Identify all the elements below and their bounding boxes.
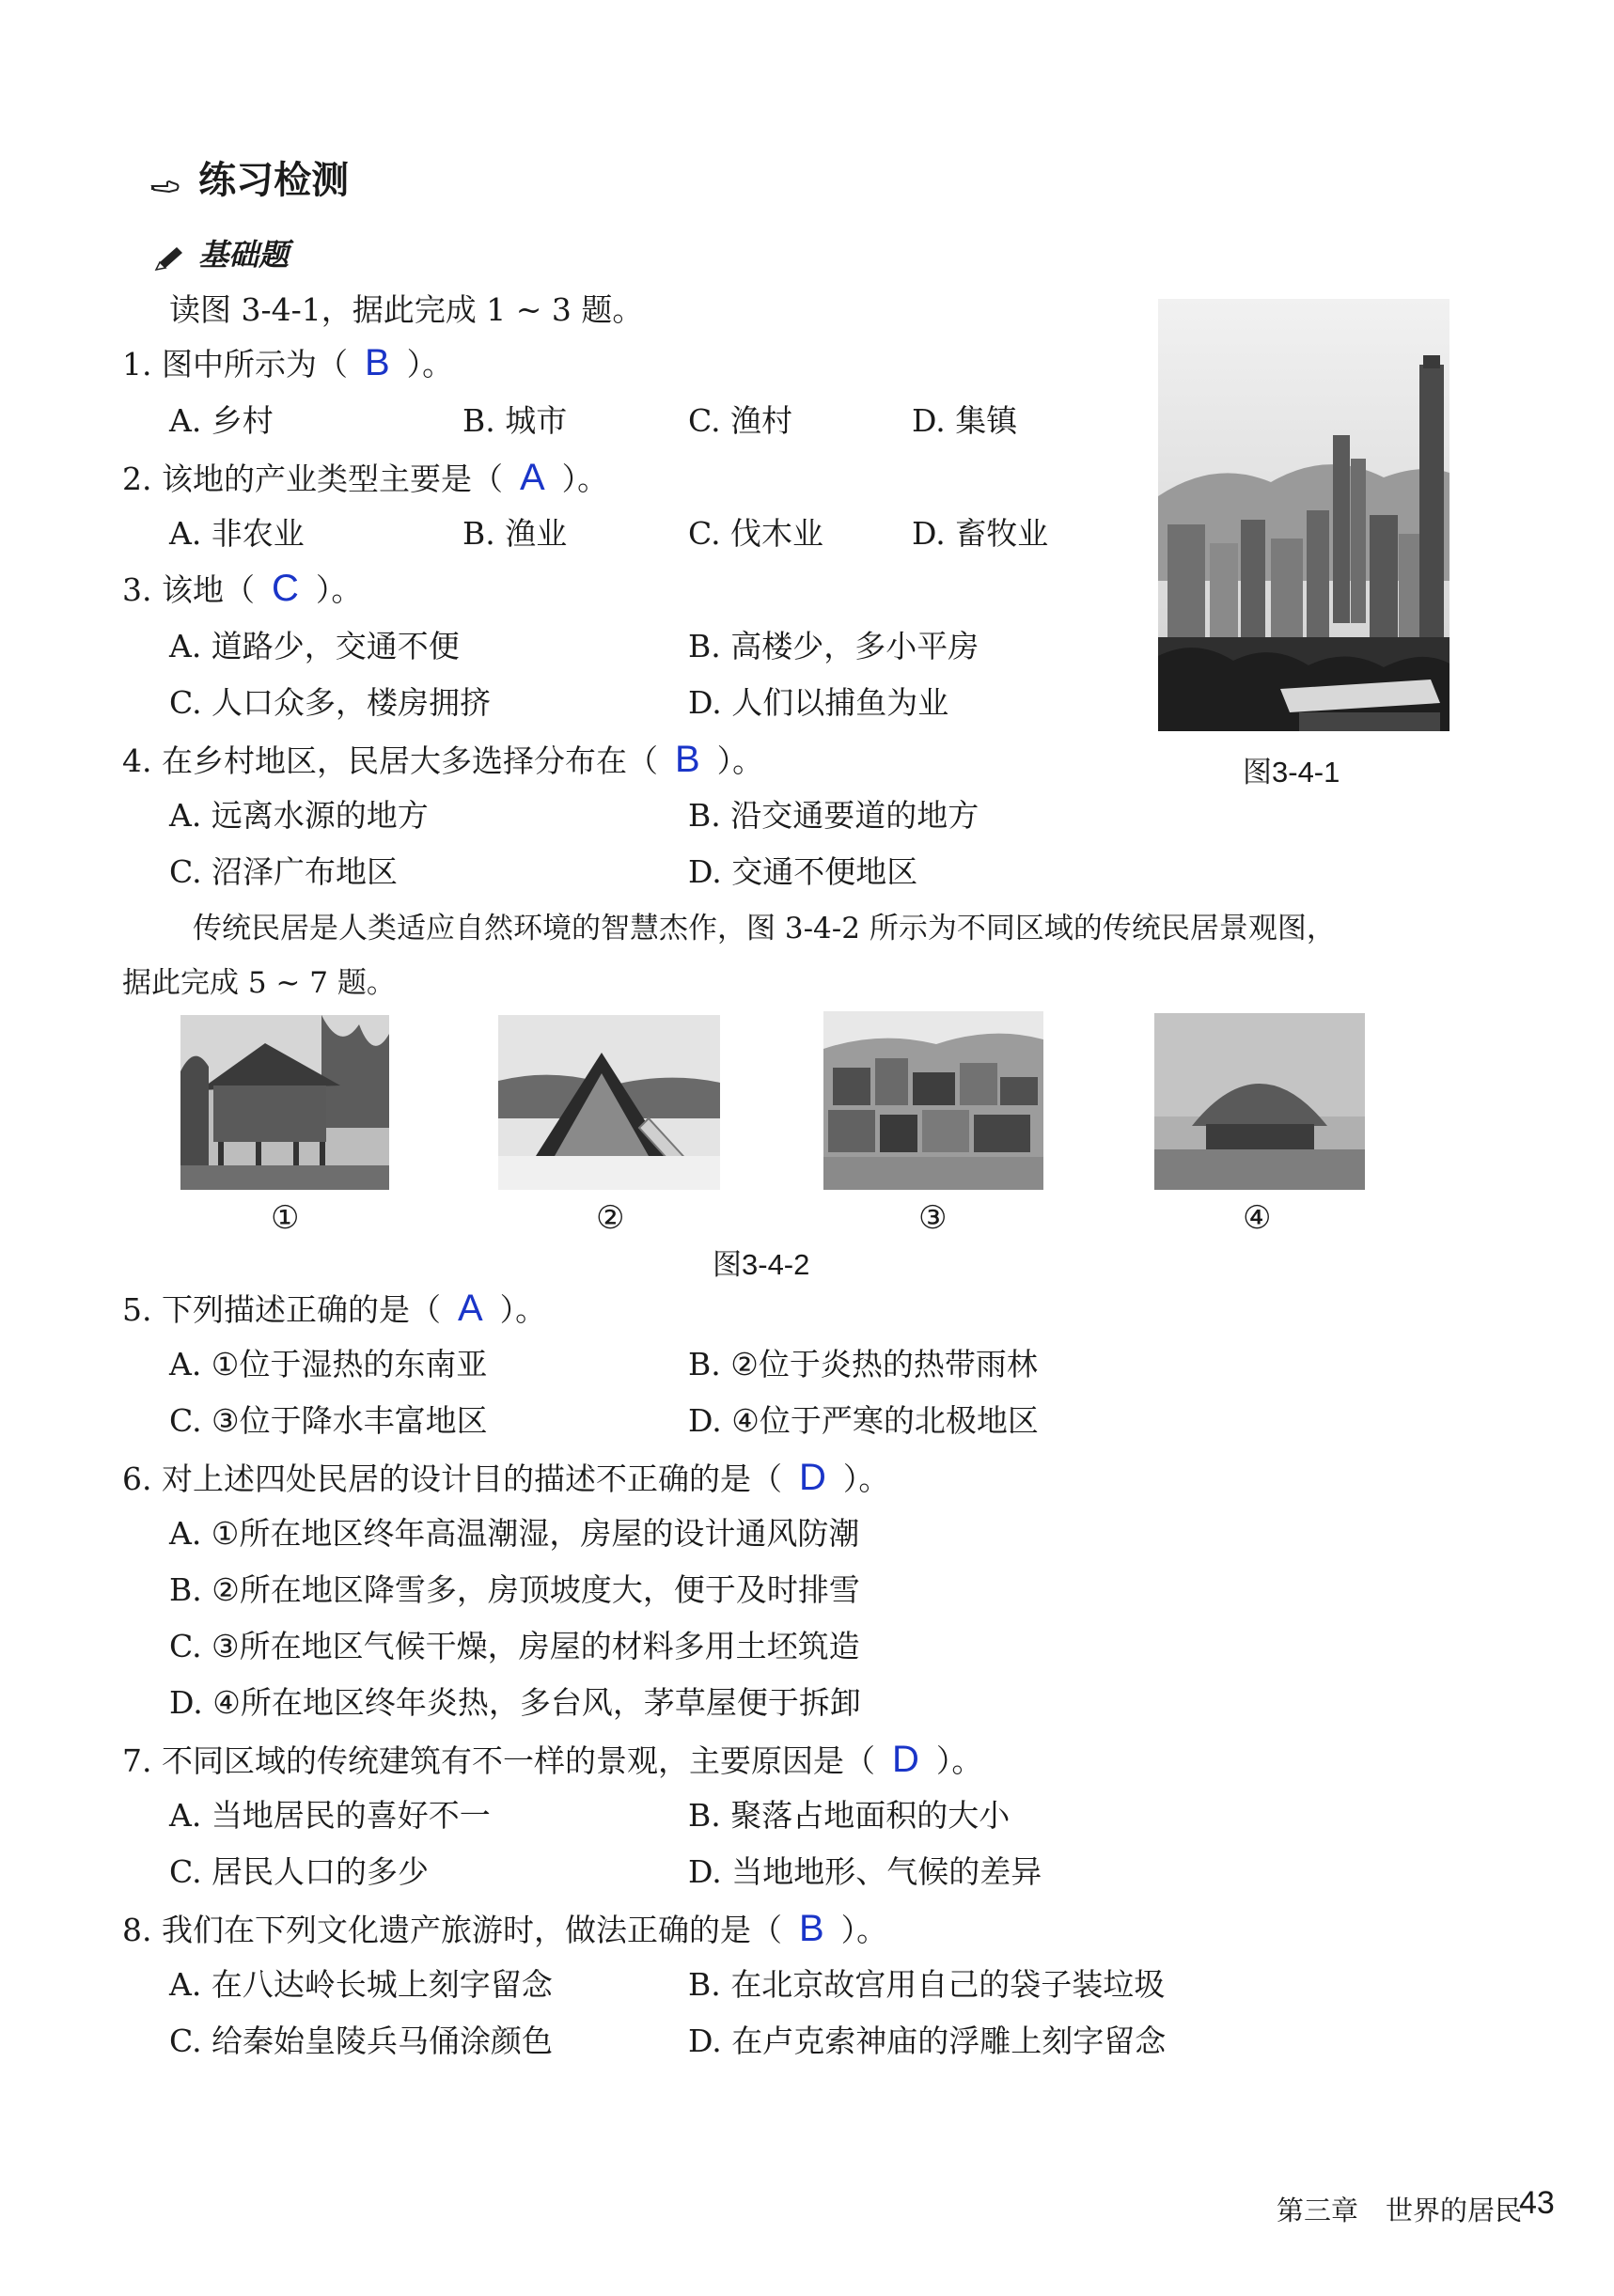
question-1 <box>122 342 453 385</box>
question-stem: 8. 我们在下列文化遗产旅游时，做法正确的是（ <box>122 1912 782 1948</box>
thatched-hut-photo <box>1154 1013 1365 1190</box>
question-7 <box>122 1739 982 1782</box>
section-title: 练习检测 <box>198 159 350 202</box>
figure-2-label-3: ③ <box>918 1199 948 1237</box>
chapter-footer: 第三章 世界的居民 <box>1277 2194 1523 2226</box>
option: B. 城市 <box>462 402 568 439</box>
question-end: ）。 <box>561 461 609 497</box>
option: A. 非农业 <box>169 515 305 552</box>
stilt-house-photo <box>180 1015 389 1190</box>
option: A. 在八达岭长城上刻字留念 <box>169 1966 553 2003</box>
option: A. 当地居民的喜好不一 <box>169 1797 491 1834</box>
question-end: ）。 <box>842 1460 890 1497</box>
option: C. 伐木业 <box>688 515 824 552</box>
option: D. 当地地形、气候的差异 <box>688 1853 1042 1890</box>
option: C. 居民人口的多少 <box>169 1853 430 1890</box>
question-4 <box>122 739 763 782</box>
option: D. 集镇 <box>912 402 1018 439</box>
option: D. 交通不便地区 <box>688 853 918 890</box>
question-end: ）。 <box>935 1742 983 1779</box>
option: A. ①位于湿热的东南亚 <box>169 1346 488 1382</box>
question-end: ）。 <box>315 571 363 608</box>
answer-mark: D <box>798 1457 826 1498</box>
option: B. ②所在地区降雪多，房顶坡度大，便于及时排雪 <box>169 1571 860 1608</box>
question-end: ）。 <box>840 1912 888 1948</box>
option: A. 乡村 <box>169 402 274 439</box>
section-header <box>150 150 349 204</box>
intro-text-2-line-1: 传统民居是人类适应自然环境的智慧杰作，图 3-4-2 所示为不同区域的传统民居景观图， <box>193 912 1336 945</box>
option: D. 畜牧业 <box>912 515 1049 552</box>
option: C. 渔村 <box>688 402 793 439</box>
question-stem: 3. 该地（ <box>122 571 255 608</box>
page-number: 43 <box>1519 2185 1555 2221</box>
figure-2-label-2: ② <box>596 1199 625 1237</box>
figure-2-label-4: ④ <box>1243 1199 1272 1237</box>
answer-mark: A <box>519 457 545 498</box>
option: C. ③位于降水丰富地区 <box>169 1402 488 1439</box>
answer-mark: B <box>674 739 700 780</box>
option: B. 聚落占地面积的大小 <box>688 1797 1011 1834</box>
question-6 <box>122 1457 889 1500</box>
question-stem: 1. 图中所示为（ <box>122 346 348 383</box>
figure-2-caption: 图3-4-2 <box>713 1248 810 1281</box>
option: C. ③所在地区气候干燥，房屋的材料多用土坯筑造 <box>169 1628 860 1664</box>
question-5 <box>122 1288 546 1331</box>
option: D. ④所在地区终年炎热，多台风，茅草屋便于拆卸 <box>169 1684 861 1721</box>
option: B. 高楼少，多小平房 <box>688 628 979 664</box>
option: D. ④位于严寒的北极地区 <box>688 1402 1039 1439</box>
answer-mark: B <box>798 1908 824 1949</box>
question-end: ）。 <box>716 742 764 779</box>
city-skyline-photo <box>1158 299 1449 731</box>
a-frame-house-photo <box>498 1015 720 1190</box>
answer-mark: D <box>891 1739 919 1780</box>
intro-text-2-line-2: 据此完成 5 ~ 7 题。 <box>122 966 396 1000</box>
question-stem: 2. 该地的产业类型主要是（ <box>122 461 503 497</box>
option: B. 在北京故宫用自己的袋子装垃圾 <box>688 1966 1166 2003</box>
option: C. 给秦始皇陵兵马俑涂颜色 <box>169 2023 554 2059</box>
option: A. 远离水源的地方 <box>169 797 429 834</box>
question-stem: 5. 下列描述正确的是（ <box>122 1291 441 1328</box>
pencil-icon <box>152 245 184 277</box>
option: C. 人口众多，楼房拥挤 <box>169 684 492 721</box>
answer-mark: A <box>457 1288 483 1329</box>
option: A. ①所在地区终年高温潮湿，房屋的设计通风防潮 <box>169 1515 860 1552</box>
option: D. 人们以捕鱼为业 <box>688 684 949 721</box>
option: C. 沼泽广布地区 <box>169 853 399 890</box>
subsection-title: 基础题 <box>198 237 290 273</box>
pointing-hand-icon <box>150 177 180 201</box>
question-end: ）。 <box>499 1291 547 1328</box>
question-stem: 4. 在乡村地区，民居大多选择分布在（ <box>122 742 658 779</box>
option: D. 在卢克索神庙的浮雕上刻字留念 <box>688 2023 1167 2059</box>
question-3 <box>122 568 362 611</box>
option: B. ②位于炎热的热带雨林 <box>688 1346 1038 1382</box>
question-end: ）。 <box>406 346 454 383</box>
question-stem: 7. 不同区域的传统建筑有不一样的景观，主要原因是（ <box>122 1742 875 1779</box>
figure-2-label-1: ① <box>271 1199 300 1237</box>
mud-brick-village-photo <box>823 1011 1043 1190</box>
answer-mark: C <box>271 568 299 609</box>
figure-1-caption: 图3-4-1 <box>1243 756 1340 789</box>
question-stem: 6. 对上述四处民居的设计目的描述不正确的是（ <box>122 1460 782 1497</box>
answer-mark: B <box>364 342 390 383</box>
option: B. 沿交通要道的地方 <box>688 797 979 834</box>
subsection-header <box>152 231 289 277</box>
intro-text-1: 读图 3-4-1，据此完成 1 ~ 3 题。 <box>169 291 644 328</box>
option: B. 渔业 <box>462 515 568 552</box>
question-2 <box>122 457 608 500</box>
option: A. 道路少，交通不便 <box>169 628 460 664</box>
question-8 <box>122 1908 887 1951</box>
